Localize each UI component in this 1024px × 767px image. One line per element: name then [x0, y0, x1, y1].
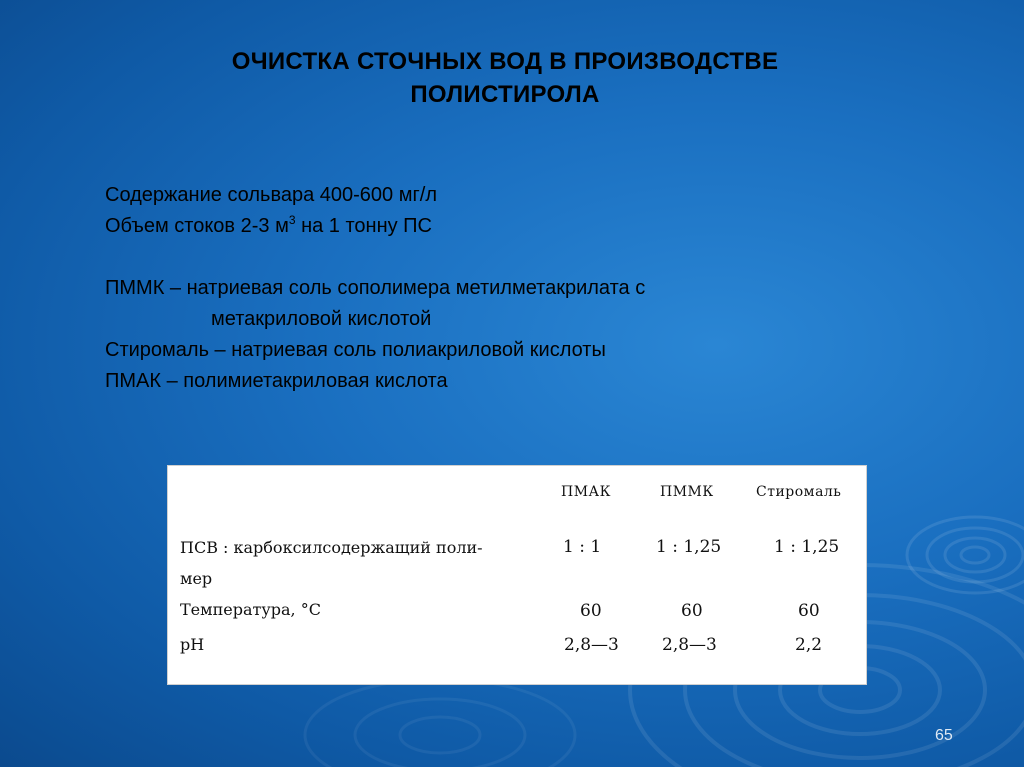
content-line-pmak: ПМАК – полимиетакриловая кислота	[105, 370, 448, 392]
volume-superscript: 3	[288, 213, 296, 227]
slide-content	[105, 180, 645, 397]
column-header-pmmk: ПММК	[660, 484, 714, 500]
table-cell-ratio-pmak: 1 : 1	[563, 537, 602, 557]
column-header-pmak: ПМАК	[561, 484, 611, 500]
row-label-temperature: Температура, °С	[180, 600, 321, 619]
content-line-pmmk: ПММК – натриевая соль сополимера метилметакрилата с	[105, 277, 646, 299]
table-cell-ph-pmak: 2,8—3	[564, 635, 619, 655]
table-cell-ratio-pmmk: 1 : 1,25	[656, 537, 722, 557]
column-header-stiromal: Стиромаль	[756, 484, 842, 500]
row-label-ratio: ПСВ : карбоксилсодержащий поли-	[180, 538, 483, 557]
slide-title	[100, 45, 910, 111]
volume-prefix: Объем стоков 2-3 м	[105, 215, 289, 237]
content-line-volume	[105, 211, 645, 242]
spacer	[105, 242, 645, 273]
table-cell-ratio-stiromal: 1 : 1,25	[774, 537, 840, 557]
row-label-ph: рН	[180, 635, 205, 654]
table-cell-ph-pmmk: 2,8—3	[662, 635, 717, 655]
volume-suffix: на 1 тонну ПС	[295, 215, 432, 237]
title-line-1: ОЧИСТКА СТОЧНЫХ ВОД В ПРОИЗВОДСТВЕ	[231, 48, 779, 75]
table-cell-temperature-pmak: 60	[580, 601, 602, 621]
page-number: 65	[935, 727, 953, 744]
content-line-stiromal: Стиромаль – натриевая соль полиакриловой кислоты	[105, 339, 606, 361]
row-label-ratio-cont: мер	[180, 569, 213, 588]
table-cell-temperature-pmmk: 60	[681, 601, 703, 621]
table-cell-ph-stiromal: 2,2	[795, 635, 823, 655]
content-line-solvar: Содержание сольвара 400-600 мг/л	[105, 184, 437, 206]
content-line-pmmk-cont: метакриловой кислотой	[211, 308, 432, 330]
title-line-2: ПОЛИСТИРОЛА	[410, 81, 600, 108]
table-cell-temperature-stiromal: 60	[798, 601, 820, 621]
data-table	[167, 465, 867, 685]
